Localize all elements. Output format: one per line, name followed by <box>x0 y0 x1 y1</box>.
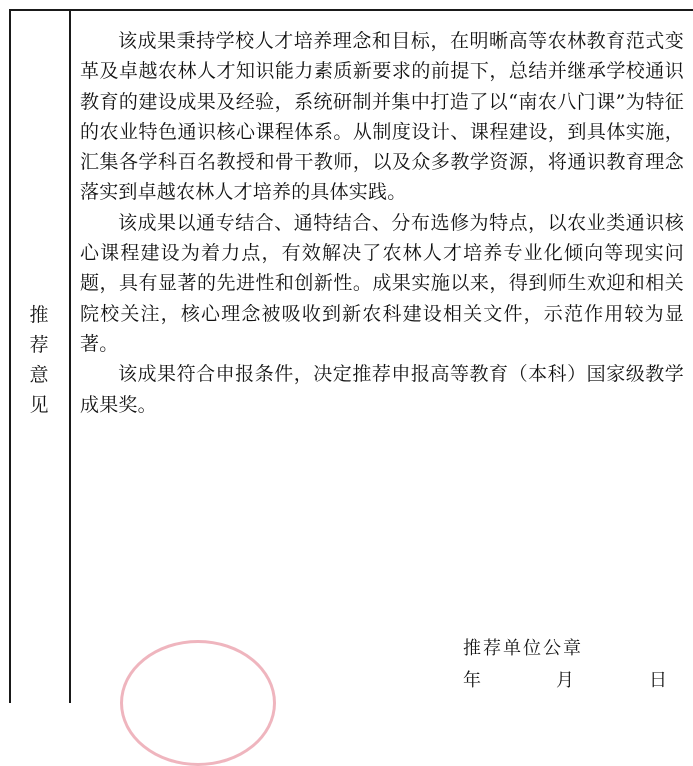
label-char: 见 <box>29 394 49 416</box>
label-char: 意 <box>29 364 49 386</box>
seal-label: 推荐单位公章 <box>463 638 583 659</box>
paragraph-1: 该成果秉持学校人才培养理念和目标，在明晰高等农林教育范式变革及卓越农林人才知识能力素质新要求的前提下，总结并继承学校通识教育的建设成果及经验，系统研制并集中打造了以“南农八门课”为特征的农业特色通识核心课程体系。从制度设计、课程建设，到具体实施，汇集各学科百名教授和骨干教师，以及众多教学资源，将通识教育理念落实到卓越农林人才培养的具体实践。 <box>80 30 684 204</box>
paragraph-3: 该成果符合申报条件，决定推荐申报高等教育（本科）国家级教学成果奖。 <box>80 363 684 416</box>
date-year-label: 年 <box>463 670 481 691</box>
recommendation-opinion-label <box>22 300 56 420</box>
date-day-label: 日 <box>649 670 667 691</box>
date-month-label: 月 <box>556 670 574 691</box>
opinion-body <box>80 26 684 420</box>
column-divider <box>69 9 71 703</box>
label-char: 荐 <box>29 334 49 356</box>
label-char: 推 <box>29 304 49 326</box>
paragraph-2: 该成果以通专结合、通特结合、分布选修为特点，以农业类通识核心课程建设为着力点，有效解决了农林人才培养专业化倾向等现实问题，具有显著的先进性和创新性。成果实施以来，得到师生欢迎和相关院校关注，核心理念被吸收到新农科建设相关文件，示范作用较为显著。 <box>80 211 684 355</box>
